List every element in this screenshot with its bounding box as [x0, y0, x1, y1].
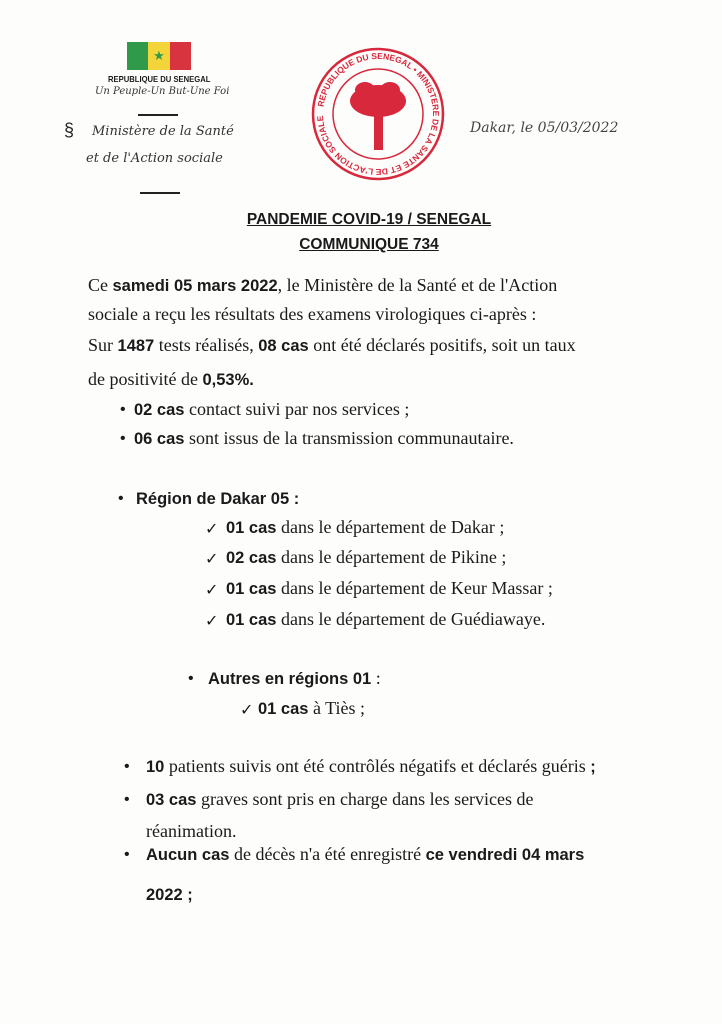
text: sociale a reçu les résultats des examens virologiques ci-après :	[88, 304, 537, 324]
republic-label: REPUBLIQUE DU SENEGAL	[108, 74, 211, 84]
text: sont issus de la transmission communautaire.	[184, 428, 514, 448]
checkmark-icon: ✓	[205, 551, 219, 568]
bold-text: 03 cas	[146, 791, 197, 809]
list-item	[146, 844, 584, 865]
bold-text: Autres en régions 01	[208, 670, 372, 688]
communique-number: COMMUNIQUE 734	[299, 236, 439, 253]
body-line	[146, 821, 236, 842]
bullet-icon: •	[120, 401, 126, 418]
ministry-line1: Ministère de la Santé	[92, 124, 234, 139]
checkmark-icon: ✓	[205, 521, 219, 538]
text: patients suivis ont été contrôlés négatifs et déclarés guéris	[164, 756, 591, 776]
list-item	[134, 428, 514, 449]
bullet-icon: •	[124, 758, 130, 775]
body-line	[88, 369, 254, 390]
bold-text: 08 cas	[258, 337, 309, 355]
list-item	[258, 698, 365, 719]
flag-yellow: ★	[148, 42, 169, 70]
ministry-line2: et de l'Action sociale	[86, 151, 223, 166]
text: tests réalisés,	[154, 335, 259, 355]
bold-text: samedi 05 mars 2022	[112, 277, 278, 295]
flag-green	[127, 42, 148, 70]
text: graves sont pris en charge dans les services de	[196, 789, 534, 809]
bold-text: ;	[590, 758, 596, 776]
document-title: PANDEMIE COVID-19 / SENEGAL	[246, 211, 492, 228]
bullet-icon: •	[124, 791, 130, 808]
bold-text: 06 cas	[134, 430, 185, 448]
flag-red	[170, 42, 191, 70]
bold-text: 1487	[117, 337, 155, 355]
list-item	[226, 578, 553, 599]
list-item	[146, 789, 534, 810]
bold-text: 01 cas	[258, 700, 309, 718]
list-item	[146, 756, 596, 777]
body-line	[88, 304, 536, 325]
checkmark-icon: ✓	[205, 613, 219, 630]
body-line	[146, 884, 193, 905]
document-date: Dakar, le 05/03/2022	[470, 120, 619, 136]
bullet-icon: •	[118, 490, 124, 507]
body-line	[88, 335, 576, 356]
text: :	[371, 668, 381, 688]
bold-text: 0,53%.	[202, 371, 254, 389]
text: réanimation.	[146, 821, 237, 841]
checkmark-icon: ✓	[205, 582, 219, 599]
text: ont été déclarés positifs, soit un taux	[308, 335, 576, 355]
text: à Tiès ;	[308, 698, 365, 718]
list-item	[136, 488, 299, 509]
bold-text: ce vendredi 04 mars	[425, 846, 585, 864]
stamp-text: REPUBLIQUE DU SENEGAL • MINISTERE DE LA SANTE ET DE L'ACTION SOCIALE	[314, 50, 442, 178]
divider	[140, 192, 180, 194]
text: contact suivi par nos services ;	[184, 399, 410, 419]
text: dans le département de Guédiawaye.	[276, 609, 546, 629]
text: Ce	[88, 275, 113, 295]
senegal-flag	[127, 42, 191, 70]
divider	[138, 114, 178, 116]
bold-text: Aucun cas	[146, 846, 230, 864]
text: de décès n'a été enregistré	[229, 844, 426, 864]
list-item	[208, 668, 381, 689]
text: , le Ministère de la Santé et de l'Action	[277, 275, 558, 295]
text: dans le département de Pikine ;	[276, 547, 507, 567]
text: dans le département de Dakar ;	[276, 517, 505, 537]
bullet-icon: •	[188, 670, 194, 687]
list-item	[134, 399, 409, 420]
text: dans le département de Keur Massar ;	[276, 578, 553, 598]
bold-text: 01 cas	[226, 519, 277, 537]
bold-text: 02 cas	[134, 401, 185, 419]
text: de positivité de	[88, 369, 203, 389]
bold-text: Région de Dakar 05 :	[136, 490, 300, 508]
bold-text: 02 cas	[226, 549, 277, 567]
bold-text: 2022 ;	[146, 886, 193, 904]
bullet-icon: •	[120, 430, 126, 447]
ministry-logo-icon: §	[64, 120, 75, 140]
text: Sur	[88, 335, 118, 355]
bullet-icon: •	[124, 846, 130, 863]
official-stamp	[310, 46, 446, 182]
checkmark-icon: ✓	[240, 702, 254, 719]
motto: Un Peuple-Un But-Une Foi	[95, 86, 230, 97]
list-item	[226, 517, 504, 538]
bold-text: 01 cas	[226, 611, 277, 629]
body-line	[88, 275, 557, 296]
bold-text: 10	[146, 758, 165, 776]
list-item	[226, 609, 545, 630]
bold-text: 01 cas	[226, 580, 277, 598]
list-item	[226, 547, 506, 568]
